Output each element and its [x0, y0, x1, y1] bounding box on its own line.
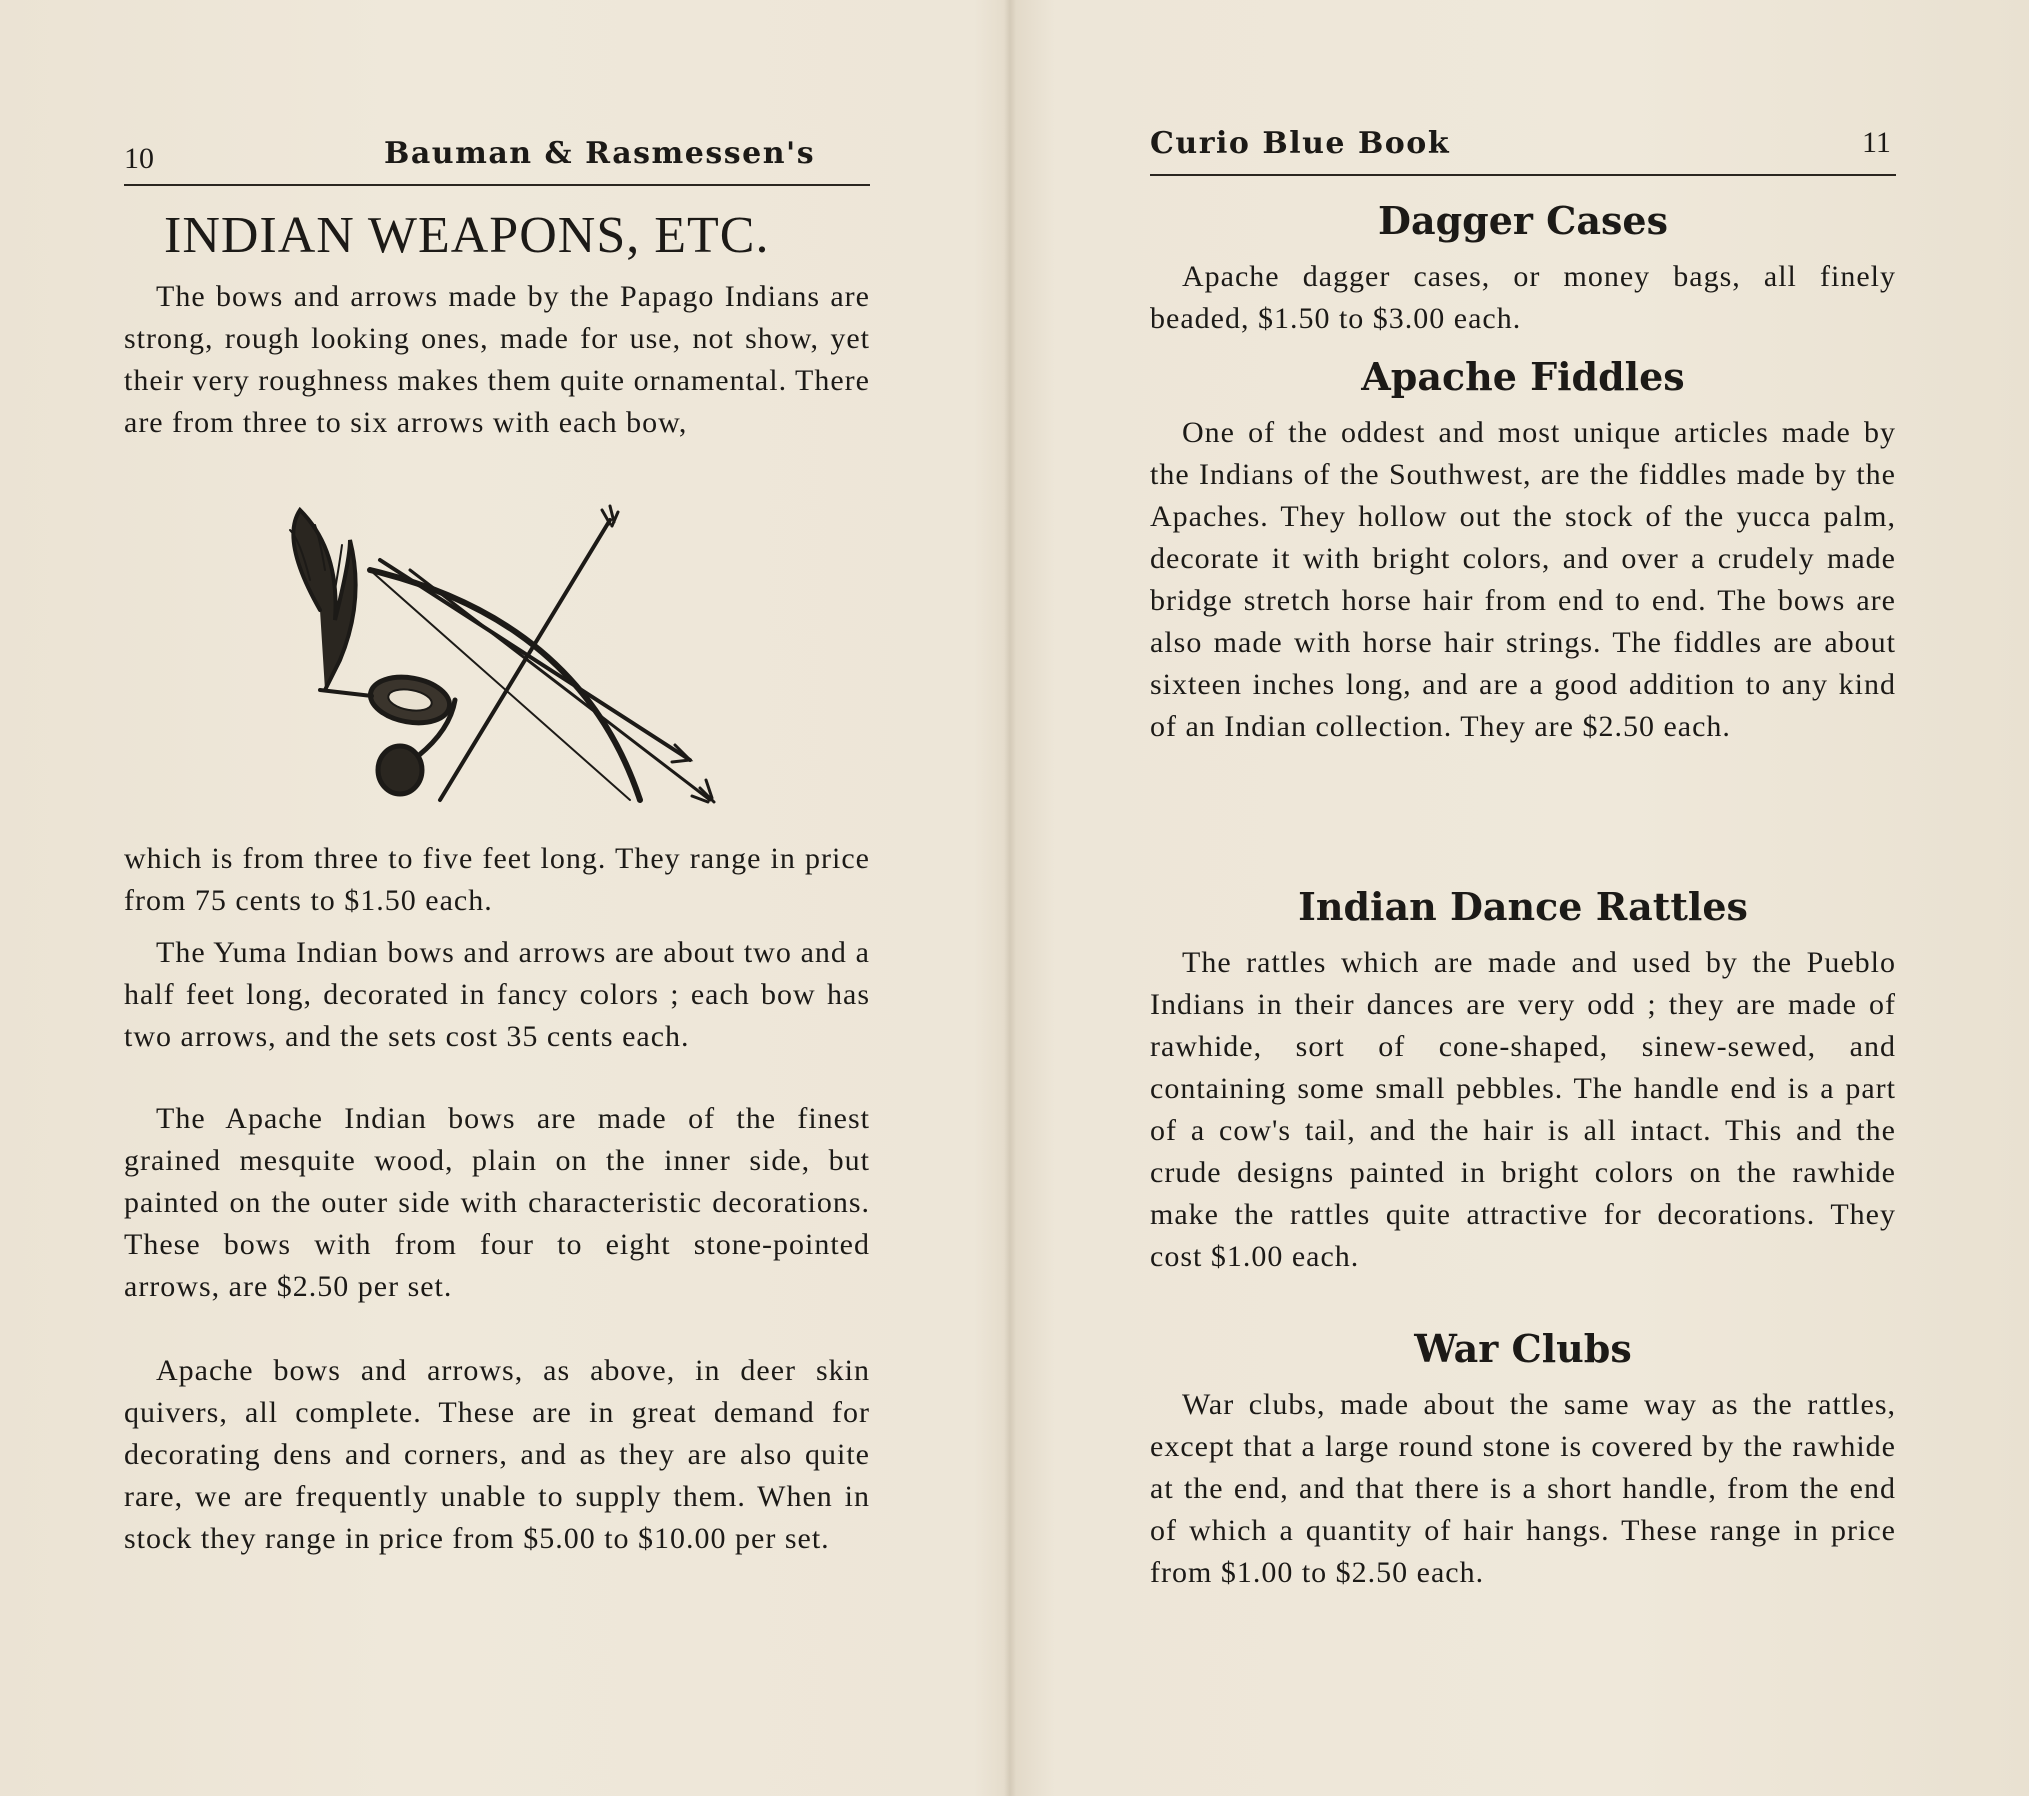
paragraph-yuma-bows: The Yuma Indian bows and arrows are about two and a half feet long, decorated in fancy colors ; each bow has two arrows, and the sets cost 35 cents each.	[124, 936, 870, 1053]
running-head: Bauman & Rasmessen's	[384, 136, 816, 171]
page-title: INDIAN WEAPONS, ETC.	[164, 207, 770, 264]
paragraph-papago-intro: The bows and arrows made by the Papago Indians are strong, rough looking ones, made for use, not show, yet their very roughness makes them quite ornamental. There are from three to six arrows with each bow,	[124, 280, 870, 439]
bow-and-arrows-illustration	[280, 500, 720, 840]
section-heading-dance-rattles: Indian Dance Rattles	[1298, 884, 1748, 929]
section-text-apache-fiddles: One of the oddest and most unique articles made by the Indians of the Southwest, are the fiddles made by the Apaches. They hollow out the stock of the yucca palm, decorate it with bright colors, and over a crudely made bridge stretch horse hair from end to end. The bows are also made with horse hair strings. The fiddles are about sixteen inches long, and are a good addition to any kind of an Indian collection. They are $2.50 each.	[1150, 416, 1896, 743]
header-rule	[124, 184, 870, 186]
page-number: 10	[124, 142, 154, 175]
left-page	[0, 0, 1010, 1796]
right-page	[1010, 0, 2029, 1796]
paragraph-papago-continued: which is from three to five feet long. They range in price from 75 cents to $1.50 each.	[124, 842, 870, 917]
paragraph-apache-quivers: Apache bows and arrows, as above, in deer skin quivers, all complete. These are in great demand for decorating dens and corners, and as they are also quite rare, we are frequently unable to supply them. When in stock they range in price from $5.00 to $10.00 per set.	[124, 1354, 870, 1555]
section-heading-dagger-cases: Dagger Cases	[1378, 198, 1668, 243]
header-rule	[1150, 174, 1896, 176]
running-head: Curio Blue Book	[1150, 126, 1451, 161]
page-number: 11	[1862, 126, 1891, 159]
section-heading-war-clubs: War Clubs	[1414, 1326, 1632, 1371]
section-text-dagger-cases: Apache dagger cases, or money bags, all finely beaded, $1.50 to $3.00 each.	[1150, 260, 1896, 335]
section-text-dance-rattles: The rattles which are made and used by the Pueblo Indians in their dances are very odd ; they are made of rawhide, sort of cone-shaped, sinew-sewed, and containing some small pebbles. The handle end is a part of a cow's tail, and the hair is all intact. This and the crude designs painted in bright colors on the rawhide make the rattles quite attractive for decorations. They cost $1.00 each.	[1150, 946, 1896, 1273]
section-text-war-clubs: War clubs, made about the same way as the rattles, except that a large round stone is covered by the rawhide at the end, and that there is a short handle, from the end of which a quantity of hair hangs. These range in price from $1.00 to $2.50 each.	[1150, 1388, 1896, 1589]
section-heading-apache-fiddles: Apache Fiddles	[1361, 354, 1685, 399]
paragraph-apache-bows: The Apache Indian bows are made of the finest grained mesquite wood, plain on the inner side, but painted on the outer side with characteristic decorations. These bows with from four to eight stone-pointed arrows, are $2.50 per set.	[124, 1102, 870, 1303]
